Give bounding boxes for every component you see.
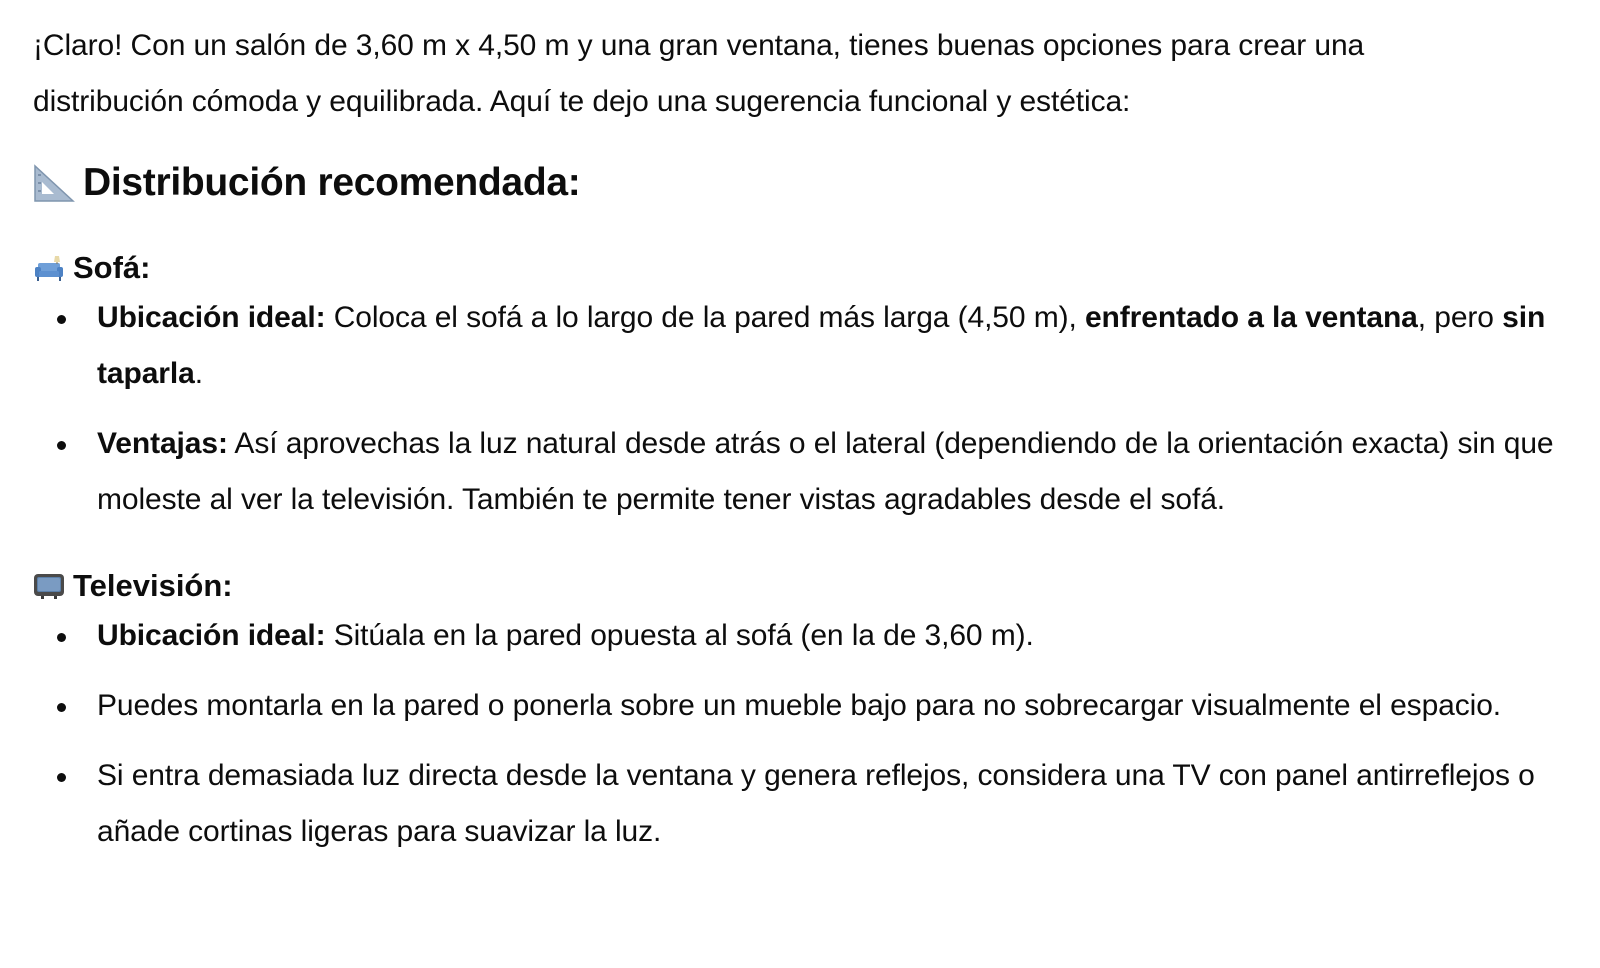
sofa-heading bbox=[33, 246, 1576, 290]
bullet-text: Coloca el sofá a lo largo de la pared más larga (4,50 m), bbox=[325, 301, 1085, 334]
bullet-dot bbox=[57, 315, 66, 324]
list-item bbox=[33, 678, 1576, 734]
couch-icon bbox=[33, 252, 65, 284]
tv-heading bbox=[33, 564, 1576, 608]
sofa-title: Sofá: bbox=[73, 250, 151, 285]
list-item bbox=[33, 748, 1576, 860]
intro-paragraph bbox=[33, 0, 1576, 130]
bullet-bold-text: sin taparla bbox=[97, 301, 1546, 390]
bullet-dot bbox=[57, 441, 66, 450]
list-item bbox=[33, 290, 1576, 402]
section-title: Distribución recomendada: bbox=[83, 161, 581, 204]
list-item bbox=[33, 608, 1576, 664]
intro-line-1: ¡Claro! Con un salón de 3,60 m x 4,50 m y una gran ventana, tienes buenas opciones para crear una bbox=[33, 29, 1365, 62]
intro-line-2: distribución cómoda y equilibrada. Aquí te dejo una sugerencia funcional y estética: bbox=[33, 85, 1131, 118]
bullet-label: Ubicación ideal: bbox=[97, 619, 326, 652]
tv-title: Televisión: bbox=[73, 568, 233, 603]
triangular-ruler-icon bbox=[33, 163, 75, 203]
sofa-bullet-list bbox=[33, 290, 1576, 528]
section-heading bbox=[33, 158, 1576, 208]
list-item bbox=[33, 416, 1576, 528]
bullet-text: Así aprovechas la luz natural desde atrás o el lateral (dependiendo de la orientación exacta) sin que moleste al ver la televisión. También te permite tener vistas agradables desde el sofá. bbox=[97, 427, 1554, 516]
bullet-dot bbox=[57, 703, 66, 712]
bullet-label: Ubicación ideal: bbox=[97, 301, 326, 334]
bullet-bold-text: enfrentado a la ventana bbox=[1084, 301, 1418, 334]
television-icon bbox=[33, 570, 65, 602]
bullet-text: , pero bbox=[1417, 301, 1503, 334]
bullet-text: . bbox=[194, 357, 203, 390]
bullet-dot bbox=[57, 633, 66, 642]
bullet-text: Sitúala en la pared opuesta al sofá (en la de 3,60 m). bbox=[325, 619, 1034, 652]
bullet-text: Si entra demasiada luz directa desde la ventana y genera reflejos, considera una TV con panel antirreflejos o añade cortinas ligeras para suavizar la luz. bbox=[97, 759, 1535, 848]
bullet-text: Puedes montarla en la pared o ponerla sobre un mueble bajo para no sobrecargar visualmente el espacio. bbox=[97, 689, 1502, 722]
bullet-label: Ventajas: bbox=[97, 427, 228, 460]
tv-bullet-list bbox=[33, 608, 1576, 860]
bullet-dot bbox=[57, 773, 66, 782]
